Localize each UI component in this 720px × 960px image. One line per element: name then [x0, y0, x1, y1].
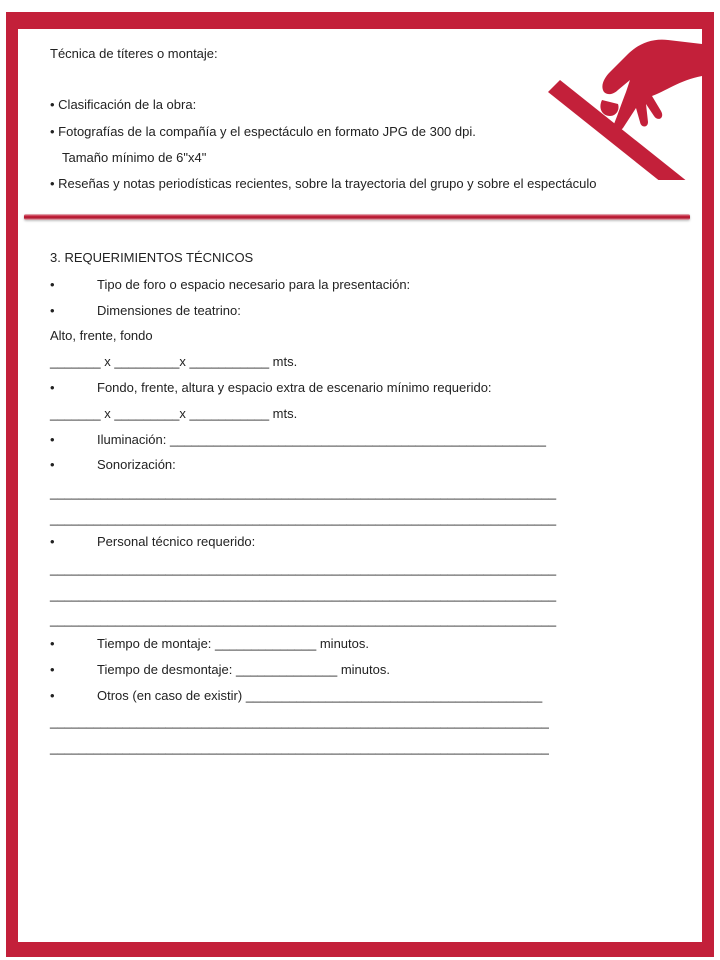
classification-item: • Clasificación de la obra: [50, 97, 197, 112]
photographs-item: • Fotografías de la compañía y el espectáculo en formato JPG de 300 dpi. [50, 124, 476, 139]
teardown-time-item [50, 662, 390, 678]
lighting-item [50, 432, 546, 448]
lighting-label: Iluminación: ____________________________________________________ [97, 432, 546, 447]
sound-item [50, 457, 176, 473]
bullet: • [50, 380, 55, 395]
stage-space-item [50, 380, 492, 396]
technical-staff-label: Personal técnico requerido: [97, 534, 256, 549]
sound-blank-line: ______________________________________________________________________ [50, 485, 557, 500]
puppet-technique-label: Técnica de títeres o montaje: [50, 46, 218, 61]
venue-type-label: Tipo de foro o espacio necesario para la presentación: [97, 277, 411, 292]
section-heading: 3. REQUERIMIENTOS TÉCNICOS [50, 250, 254, 265]
other-blank-line: _____________________________________________________________________ [50, 740, 549, 755]
dimensions-axes-label: Alto, frente, fondo [50, 328, 153, 343]
sound-blank-line: ______________________________________________________________________ [50, 511, 557, 526]
reviews-item: • Reseñas y notas periodísticas recientes, sobre la trayectoria del grupo y sobre el espectáculo [50, 176, 597, 191]
puppet-stage-dimensions-blank: _______ x _________x ___________ mts. [50, 354, 298, 369]
other-item [50, 688, 542, 704]
setup-time-item [50, 636, 369, 652]
hand-holding-pencil-icon [540, 30, 702, 180]
bullet: • [50, 636, 55, 651]
bullet: • [50, 688, 55, 703]
other-blank-line: _____________________________________________________________________ [50, 714, 549, 729]
other-label: Otros (en caso de existir) _________________________________________ [97, 688, 543, 703]
bullet: • [50, 277, 55, 292]
stage-space-label: Fondo, frente, altura y espacio extra de escenario mínimo requerido: [97, 380, 492, 395]
bullet: • [50, 432, 55, 447]
staff-blank-line: ______________________________________________________________________ [50, 561, 557, 576]
setup-time-label: Tiempo de montaje: ______________ minutos. [97, 636, 369, 651]
bullet: • [50, 303, 55, 318]
stage-space-blank: _______ x _________x ___________ mts. [50, 406, 298, 421]
sound-label: Sonorización: [97, 457, 176, 472]
bullet: • [50, 662, 55, 677]
teardown-time-label: Tiempo de desmontaje: ______________ minutos. [97, 662, 390, 677]
bullet: • [50, 457, 55, 472]
bullet: • [50, 534, 55, 549]
staff-blank-line: ______________________________________________________________________ [50, 587, 557, 602]
technical-staff-item [50, 534, 255, 550]
section-divider [24, 214, 690, 220]
staff-blank-line: ______________________________________________________________________ [50, 612, 557, 627]
puppet-stage-dimensions-item [50, 303, 241, 319]
venue-type-item [50, 277, 410, 293]
puppet-stage-dimensions-label: Dimensiones de teatrino: [97, 303, 241, 318]
minimum-size-note: Tamaño mínimo de 6"x4" [62, 150, 207, 165]
